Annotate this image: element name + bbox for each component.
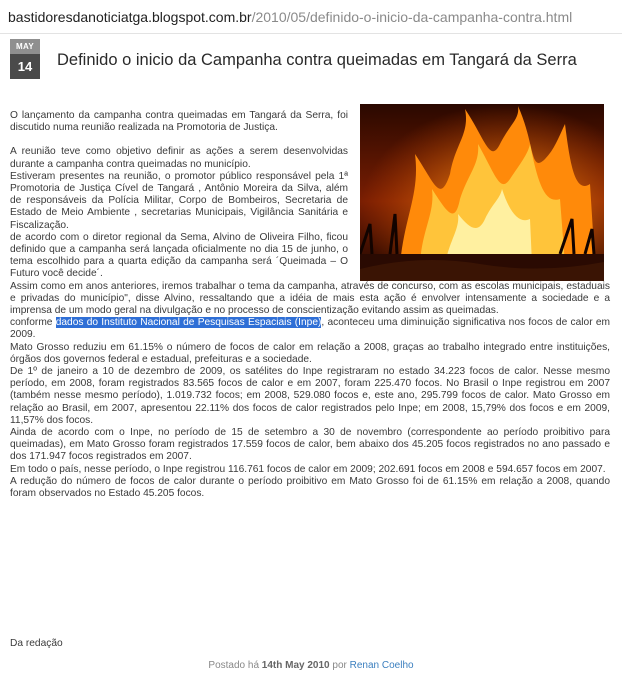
- conforme-rest: , aconteceu uma diminuição significativa nos focos de calor em 2009.: [10, 317, 610, 341]
- paragraph: De 1º de janeiro a 10 de dezembro de 2009, os satélites do Inpe registraram no estado 34.223 focos de calor. Nesse mesmo período, em 2008, foram registrados 83.565 focos de calor e em 2007, foram 225.470 focos. No Brasil o Inpe registrou em 2007 (também nesse mesmo período), 1.019.732 focos; em 2008, 529.080 focos e, este ano, 295.799 focos de calor. Mato Grosso em relação ao Brasil, em 2007, apresentou 22.11% dos focos de calor registrados pelo Inpe; em 2008, 15,79% dos focos e em 2009, 11,57% dos focos.: [10, 366, 610, 426]
- date-month: MAY: [10, 39, 40, 54]
- inpe-link-selected[interactable]: dados do Instituto Nacional de Pesquisas Espaciais (Inpe): [55, 317, 322, 329]
- signature: Da redação: [10, 638, 63, 649]
- url-path: /2010/05/definido-o-inicio-da-campanha-contra.html: [251, 9, 573, 25]
- posted-by: por: [329, 660, 350, 671]
- paragraph: O lançamento da campanha contra queimadas em Tangará da Serra, foi discutido numa reunião realizada na Promotoria de Justiça.: [10, 110, 348, 134]
- post-date: 14th May 2010: [261, 660, 330, 671]
- post-footer: [0, 660, 622, 671]
- author-link[interactable]: Renan Coelho: [349, 660, 414, 671]
- post-date-badge: [10, 39, 40, 79]
- posted-prefix: Postado há: [208, 660, 262, 671]
- paragraph-conforme: [10, 317, 610, 341]
- conforme-text: conforme: [10, 317, 56, 329]
- paragraph: A redução do número de focos de calor durante o período proibitivo em Mato Grosso foi de 61.15% em relação a 2008, quando foram observados no Estado 45.205 focos.: [10, 475, 610, 500]
- post-body: [10, 110, 610, 500]
- paragraph: Estiveram presentes na reunião, o promotor público responsável pela 1ª Promotoria de Justiça Cível de Tangará , Antônio Moreira da Silva, além de responsáveis da Polícia Militar, Corpo de Bombeiros, Secretaria de Estado de Meio Ambiente , secretarias Municipais, Vigilância Sanitária e Fiscalização.: [10, 170, 348, 231]
- spacer: [10, 134, 348, 146]
- url-domain: bastidoresdanoticiatga.blogspot.com.br: [8, 9, 252, 25]
- paragraph: Assim como em anos anteriores, iremos trabalhar o tema da campanha, através de concurso, com as escolas municipais, estaduais e privadas do município", disse Alvino, ressaltando que a idéia de mais esta ação é envolver intensamente a sociedade e a imprensa de um modo geral na divulgação e no processo de conscientização evitando assim as queimadas.: [10, 280, 610, 317]
- address-bar[interactable]: [0, 0, 622, 34]
- intro-block: [10, 110, 348, 281]
- paragraph: Ainda de acordo com o Inpe, no período de 15 de setembro a 30 de novembro (correspondente ao período proibitivo para queimadas), em Mato Grosso foram registrados 17.559 focos de calor, bem abaixo dos 45.205 focos registrados no ano passado e dos 171.947 focos registrados em 2007.: [10, 427, 610, 463]
- paragraph: Em todo o país, nesse período, o Inpe registrou 116.761 focos de calor em 2009; 202.691 focos em 2008 e 594.657 focos em 2007.: [10, 463, 606, 475]
- paragraph: A reunião teve como objetivo definir as ações a serem desenvolvidas durante a campanha contra queimadas no município.: [10, 146, 348, 170]
- url-text[interactable]: [8, 9, 572, 25]
- post-title[interactable]: Definido o inicio da Campanha contra queimadas em Tangará da Serra: [57, 51, 577, 69]
- paragraph: de acordo com o diretor regional da Sema, Alvino de Oliveira Filho, ficou definido que a campanha será lançada oficialmente no dia 15 de junho, o tema escolhido para a quarta edição da campanha será ´Queimada – O Futuro você decide´.: [10, 231, 348, 280]
- date-day: 14: [10, 54, 40, 79]
- paragraph: Mato Grosso reduziu em 61.15% o número de focos de calor em relação a 2008, graças ao trabalho integrado entre instituições, órgãos dos governos federal e estadual, prefeituras e a sociedade.: [10, 341, 610, 365]
